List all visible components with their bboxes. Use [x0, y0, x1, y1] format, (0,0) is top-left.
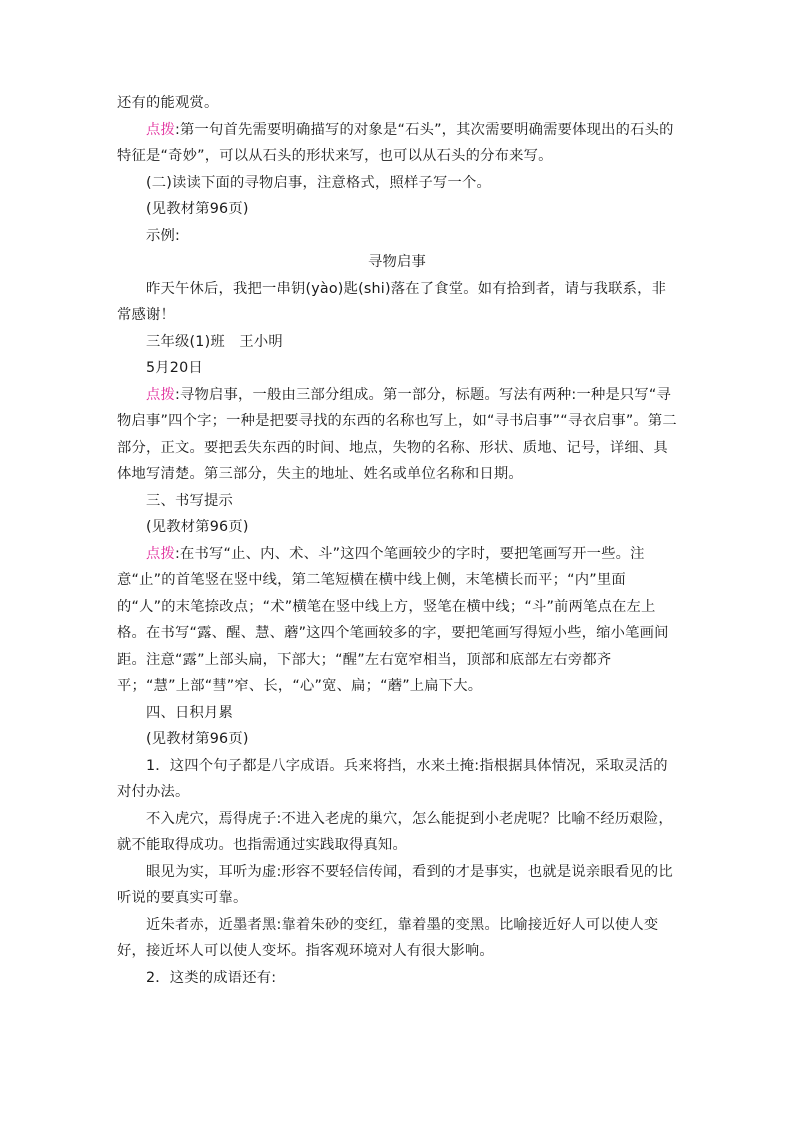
notice-body: 昨天午休后，我把一串钥(yào)匙(shi)落在了食堂。如有拾到者，请与我联系，非常感谢！	[117, 280, 667, 323]
idiom-explanation: 不入虎穴，焉得虎子:不进入老虎的巢穴，怎么能捉到小老虎呢？比喻不经历艰险，就不能取得成功。也指需通过实践取得真知。	[117, 810, 673, 853]
hint-label: 点拨	[146, 121, 175, 138]
section-heading-2: (二)读读下面的寻物启事，注意格式，照样子写一个。	[146, 174, 491, 191]
hint-label: 点拨	[146, 545, 175, 562]
section-heading-3: 三、书写提示	[146, 492, 233, 509]
hint-paragraph-2	[117, 382, 677, 488]
paragraph-continuation: 还有的能观赏。	[117, 95, 219, 111]
textbook-reference: (见教材第96页)	[146, 731, 249, 747]
example-label: 示例:	[146, 227, 181, 244]
notice-date: 5月20日	[146, 360, 203, 376]
list-item-1: 1．这四个句子都是八字成语。兵来将挡，水来土掩:指根据具体情况，采取灵活的对付办法。	[117, 757, 668, 800]
document-page	[117, 90, 677, 991]
list-item-2: 2．这类的成语还有:	[146, 969, 277, 986]
hint-text: :寻物启事，一般由三部分组成。第一部分，标题。写法有两种:一种是只写“寻物启事”四个字；一种是把要寻找的东西的名称也写上，如“寻书启事”“寻衣启事”。第二部分，正文。要把丢失东西的时间、地点，失物的名称、形状、质地、记号，详细、具体地写清楚。第三部分，失主的地址、姓名或单位名称和日期。	[117, 386, 677, 482]
textbook-reference: (见教材第96页)	[146, 519, 249, 535]
notice-title: 寻物启事	[368, 254, 426, 270]
hint-paragraph-3	[117, 541, 677, 700]
notice-signature: 三年级(1)班 王小明	[146, 333, 283, 350]
section-heading-4: 四、日积月累	[146, 704, 233, 721]
idiom-explanation: 近朱者赤，近墨者黑:靠着朱砂的变红，靠着墨的变黑。比喻接近好人可以使人变好，接近坏人可以使人变坏。指客观环境对人有很大影响。	[117, 916, 659, 959]
hint-text: :在书写“止、内、术、斗”这四个笔画较少的字时，要把笔画写开一些。注意“止”的首笔竖在竖中线，第二笔短横在横中线上侧，末笔横长而平；“内”里面的“人”的末笔捺改点；“术”横笔在竖中线上方，竖笔在横中线；“斗”前两笔点在左上格。在书写“露、醒、慧、蘑”这四个笔画较多的字，要把笔画写得短小些，缩小笔画间距。注意“露”上部头扁，下部大；“醒”左右宽窄相当，顶部和底部左右旁都齐平；“慧”上部“彗”窄、长，“心”宽、扁；“蘑”上扁下大。	[117, 545, 669, 694]
textbook-reference: (见教材第96页)	[146, 201, 249, 217]
hint-text: :第一句首先需要明确描写的对象是“石头”，其次需要明确需要体现出的石头的特征是“奇妙”，可以从石头的形状来写，也可以从石头的分布来写。	[117, 121, 674, 164]
idiom-explanation: 眼见为实，耳听为虚:形容不要轻信传闻，看到的才是事实，也就是说亲眼看见的比听说的要真实可靠。	[117, 863, 673, 906]
hint-label: 点拨	[146, 386, 175, 403]
hint-paragraph-1	[117, 117, 677, 170]
